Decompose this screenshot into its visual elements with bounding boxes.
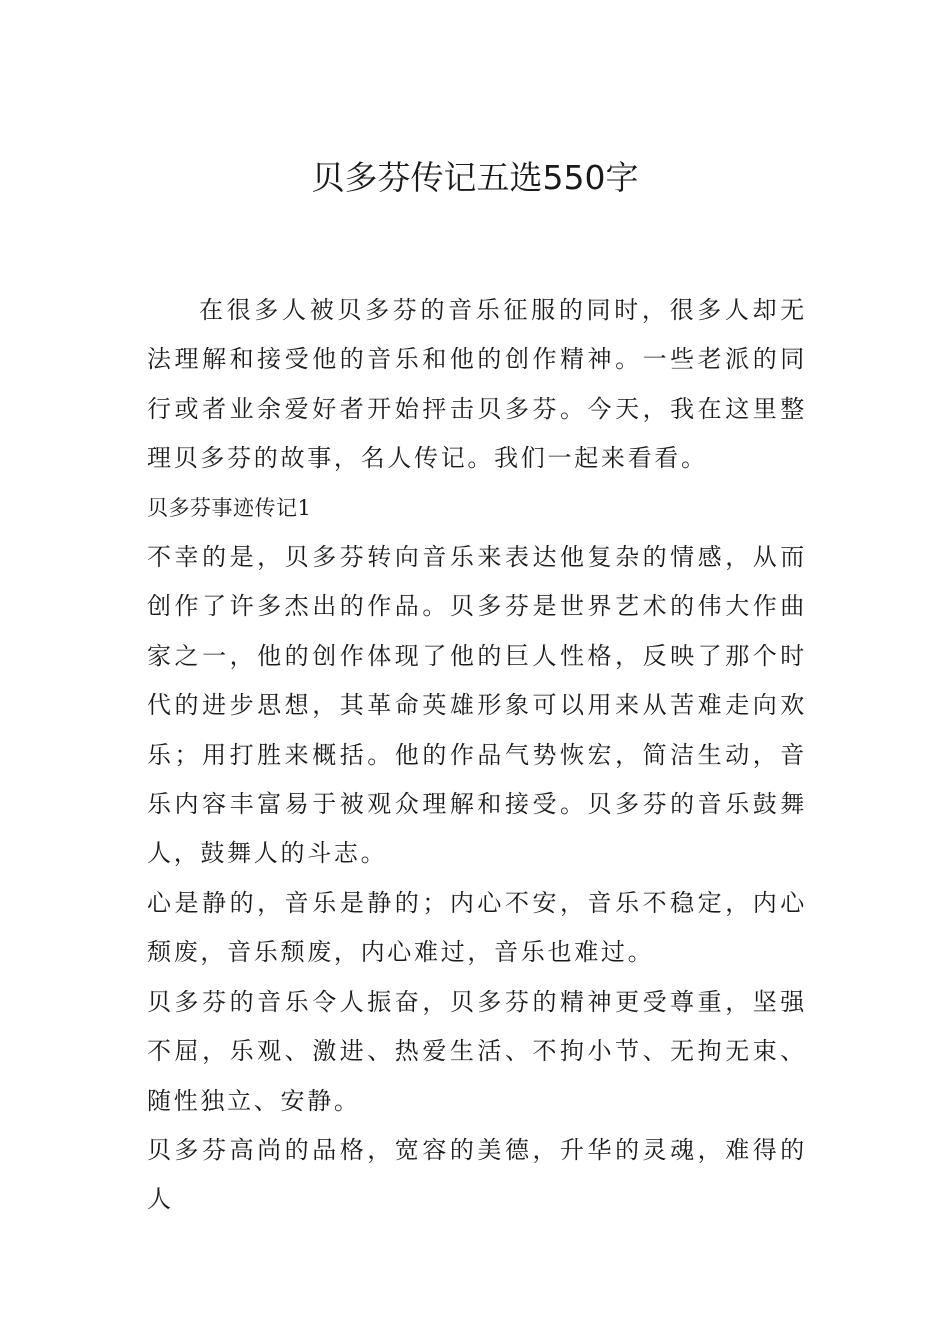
body-paragraph: 不幸的是，贝多芬转向音乐来表达他复杂的情感，从而创作了许多杰出的作品。贝多芬是世界艺术的伟大作曲家之一，他的创作体现了他的巨人性格，反映了那个时代的进步思想，其革命英雄形象可以用来从苦难走向欢乐；用打胜来概括。他的作品气势恢宏，简洁生动，音乐内容丰富易于被观众理解和接受。贝多芬的音乐鼓舞人，鼓舞人的斗志。 — [147, 543, 807, 868]
body-paragraph: 心是静的，音乐是静的；内心不安，音乐不稳定，内心颓废，音乐颓废，内心难过，音乐也难过。 — [147, 888, 807, 967]
document-body — [147, 286, 807, 1225]
section-heading: 贝多芬事迹传记1 — [147, 495, 312, 520]
body-paragraph: 贝多芬的音乐令人振奋，贝多芬的精神更受尊重，坚强不屈，乐观、激进、热爱生活、不拘小节、无拘无束、随性独立、安静。 — [147, 987, 807, 1115]
body-paragraph: 贝多芬高尚的品格，宽容的美德，升华的灵魂，难得的人 — [147, 1135, 807, 1214]
document-title: 贝多芬传记五选550字 — [311, 158, 639, 197]
intro-paragraph: 在很多人被贝多芬的音乐征服的同时，很多人却无法理解和接受他的音乐和他的创作精神。一些老派的同行或者业余爱好者开始抨击贝多芬。今天，我在这里整理贝多芬的故事，名人传记。我们一起来看看。 — [147, 296, 807, 473]
